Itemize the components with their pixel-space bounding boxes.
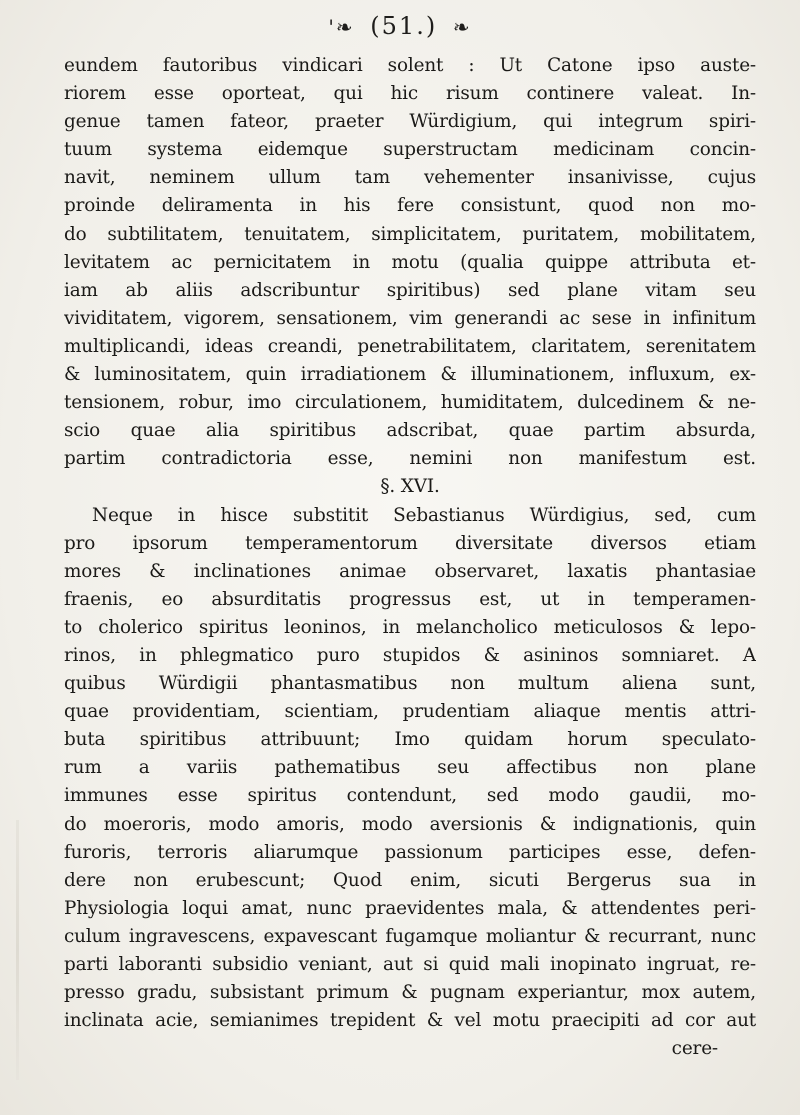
text-line: genue tamen fateor, praeter Würdigium, qui integrum spiri- (64, 111, 756, 133)
text-line: partim contradictoria esse, nemini non manifestum est. (64, 448, 756, 470)
text-line: riorem esse oporteat, qui hic risum continere valeat. In- (64, 83, 756, 105)
text-line: do moeroris, modo amoris, modo aversionis & indignationis, quin (64, 813, 756, 835)
text-line: mores & inclinationes animae observaret, laxatis phantasiae (64, 560, 756, 582)
text-line: multiplicandi, ideas creandi, penetrabilitatem, claritatem, serenitatem (64, 335, 756, 357)
text-line: Neque in hisce substitit Sebastianus Würdigius, sed, cum (92, 504, 756, 526)
text-line: levitatem ac pernicitatem in motu (qualia quippe attributa et- (64, 251, 756, 273)
text-line: fraenis, eo absurditatis progressus est, ut in temperamen- (64, 588, 756, 610)
left-ornament-icon: '❧ (328, 15, 355, 39)
text-line: pro ipsorum temperamentorum diversitate diversos etiam (64, 532, 756, 554)
right-ornament-icon: ❧ (452, 15, 472, 39)
text-line: Physiologia loqui amat, nunc praevidentes mala, & attendentes peri- (64, 897, 756, 919)
text-line: to cholerico spiritus leoninos, in melancholico meticulosos & lepo- (64, 616, 756, 638)
page-header (0, 12, 800, 40)
text-line: proinde deliramenta in his fere consistunt, quod non mo- (64, 195, 756, 217)
text-line: scio quae alia spiritibus adscribat, quae partim absurda, (64, 420, 756, 442)
text-line: quae providentiam, scientiam, prudentiam aliaque mentis attri- (64, 701, 756, 723)
text-line: furoris, terroris aliarumque passionum participes esse, defen- (64, 841, 756, 863)
text-line: vividitatem, vigorem, sensationem, vim generandi ac sese in infinitum (64, 307, 756, 329)
body-text (64, 52, 756, 1063)
section-heading: §. XVI. (380, 476, 440, 498)
text-line: iam ab aliis adscribuntur spiritibus) sed plane vitam seu (64, 279, 756, 301)
text-line: parti laboranti subsidio veniant, aut si quid mali inopinato ingruat, re- (64, 954, 756, 975)
catchword: cere- (671, 1038, 718, 1060)
text-line: & luminositatem, quin irradiationem & illuminationem, influxum, ex- (64, 364, 756, 386)
page-number: (51.) (370, 12, 438, 40)
text-line: eundem fautoribus vindicari solent : Ut Catone ipso auste- (64, 55, 756, 76)
text-line: rinos, in phlegmatico puro stupidos & asininos somniaret. A (64, 644, 756, 666)
text-line: buta spiritibus attribuunt; Imo quidam horum speculato- (64, 729, 756, 751)
page-stain (16, 820, 19, 1080)
text-line: dere non erubescunt; Quod enim, sicuti Bergerus sua in (64, 869, 756, 891)
text-line: quibus Würdigii phantasmatibus non multum aliena sunt, (64, 673, 756, 695)
text-line: inclinata acie, semianimes trepident & vel motu praecipiti ad cor aut (64, 1010, 756, 1032)
text-line: navit, neminem ullum tam vehementer insanivisse, cujus (64, 167, 756, 189)
text-line: immunes esse spiritus contendunt, sed modo gaudii, mo- (64, 785, 756, 807)
text-line: tuum systema eidemque superstructam medicinam concin- (64, 139, 756, 161)
text-line: tensionem, robur, imo circulationem, humiditatem, dulcedinem & ne- (64, 392, 756, 414)
text-line: culum ingravescens, expavescant fugamque moliantur & recurrant, nunc (64, 925, 756, 947)
text-line: presso gradu, subsistant primum & pugnam experiantur, mox autem, (64, 982, 756, 1004)
text-line: rum a variis pathematibus seu affectibus non plane (64, 757, 756, 779)
text-line: do subtilitatem, tenuitatem, simplicitatem, puritatem, mobilitatem, (64, 223, 756, 245)
